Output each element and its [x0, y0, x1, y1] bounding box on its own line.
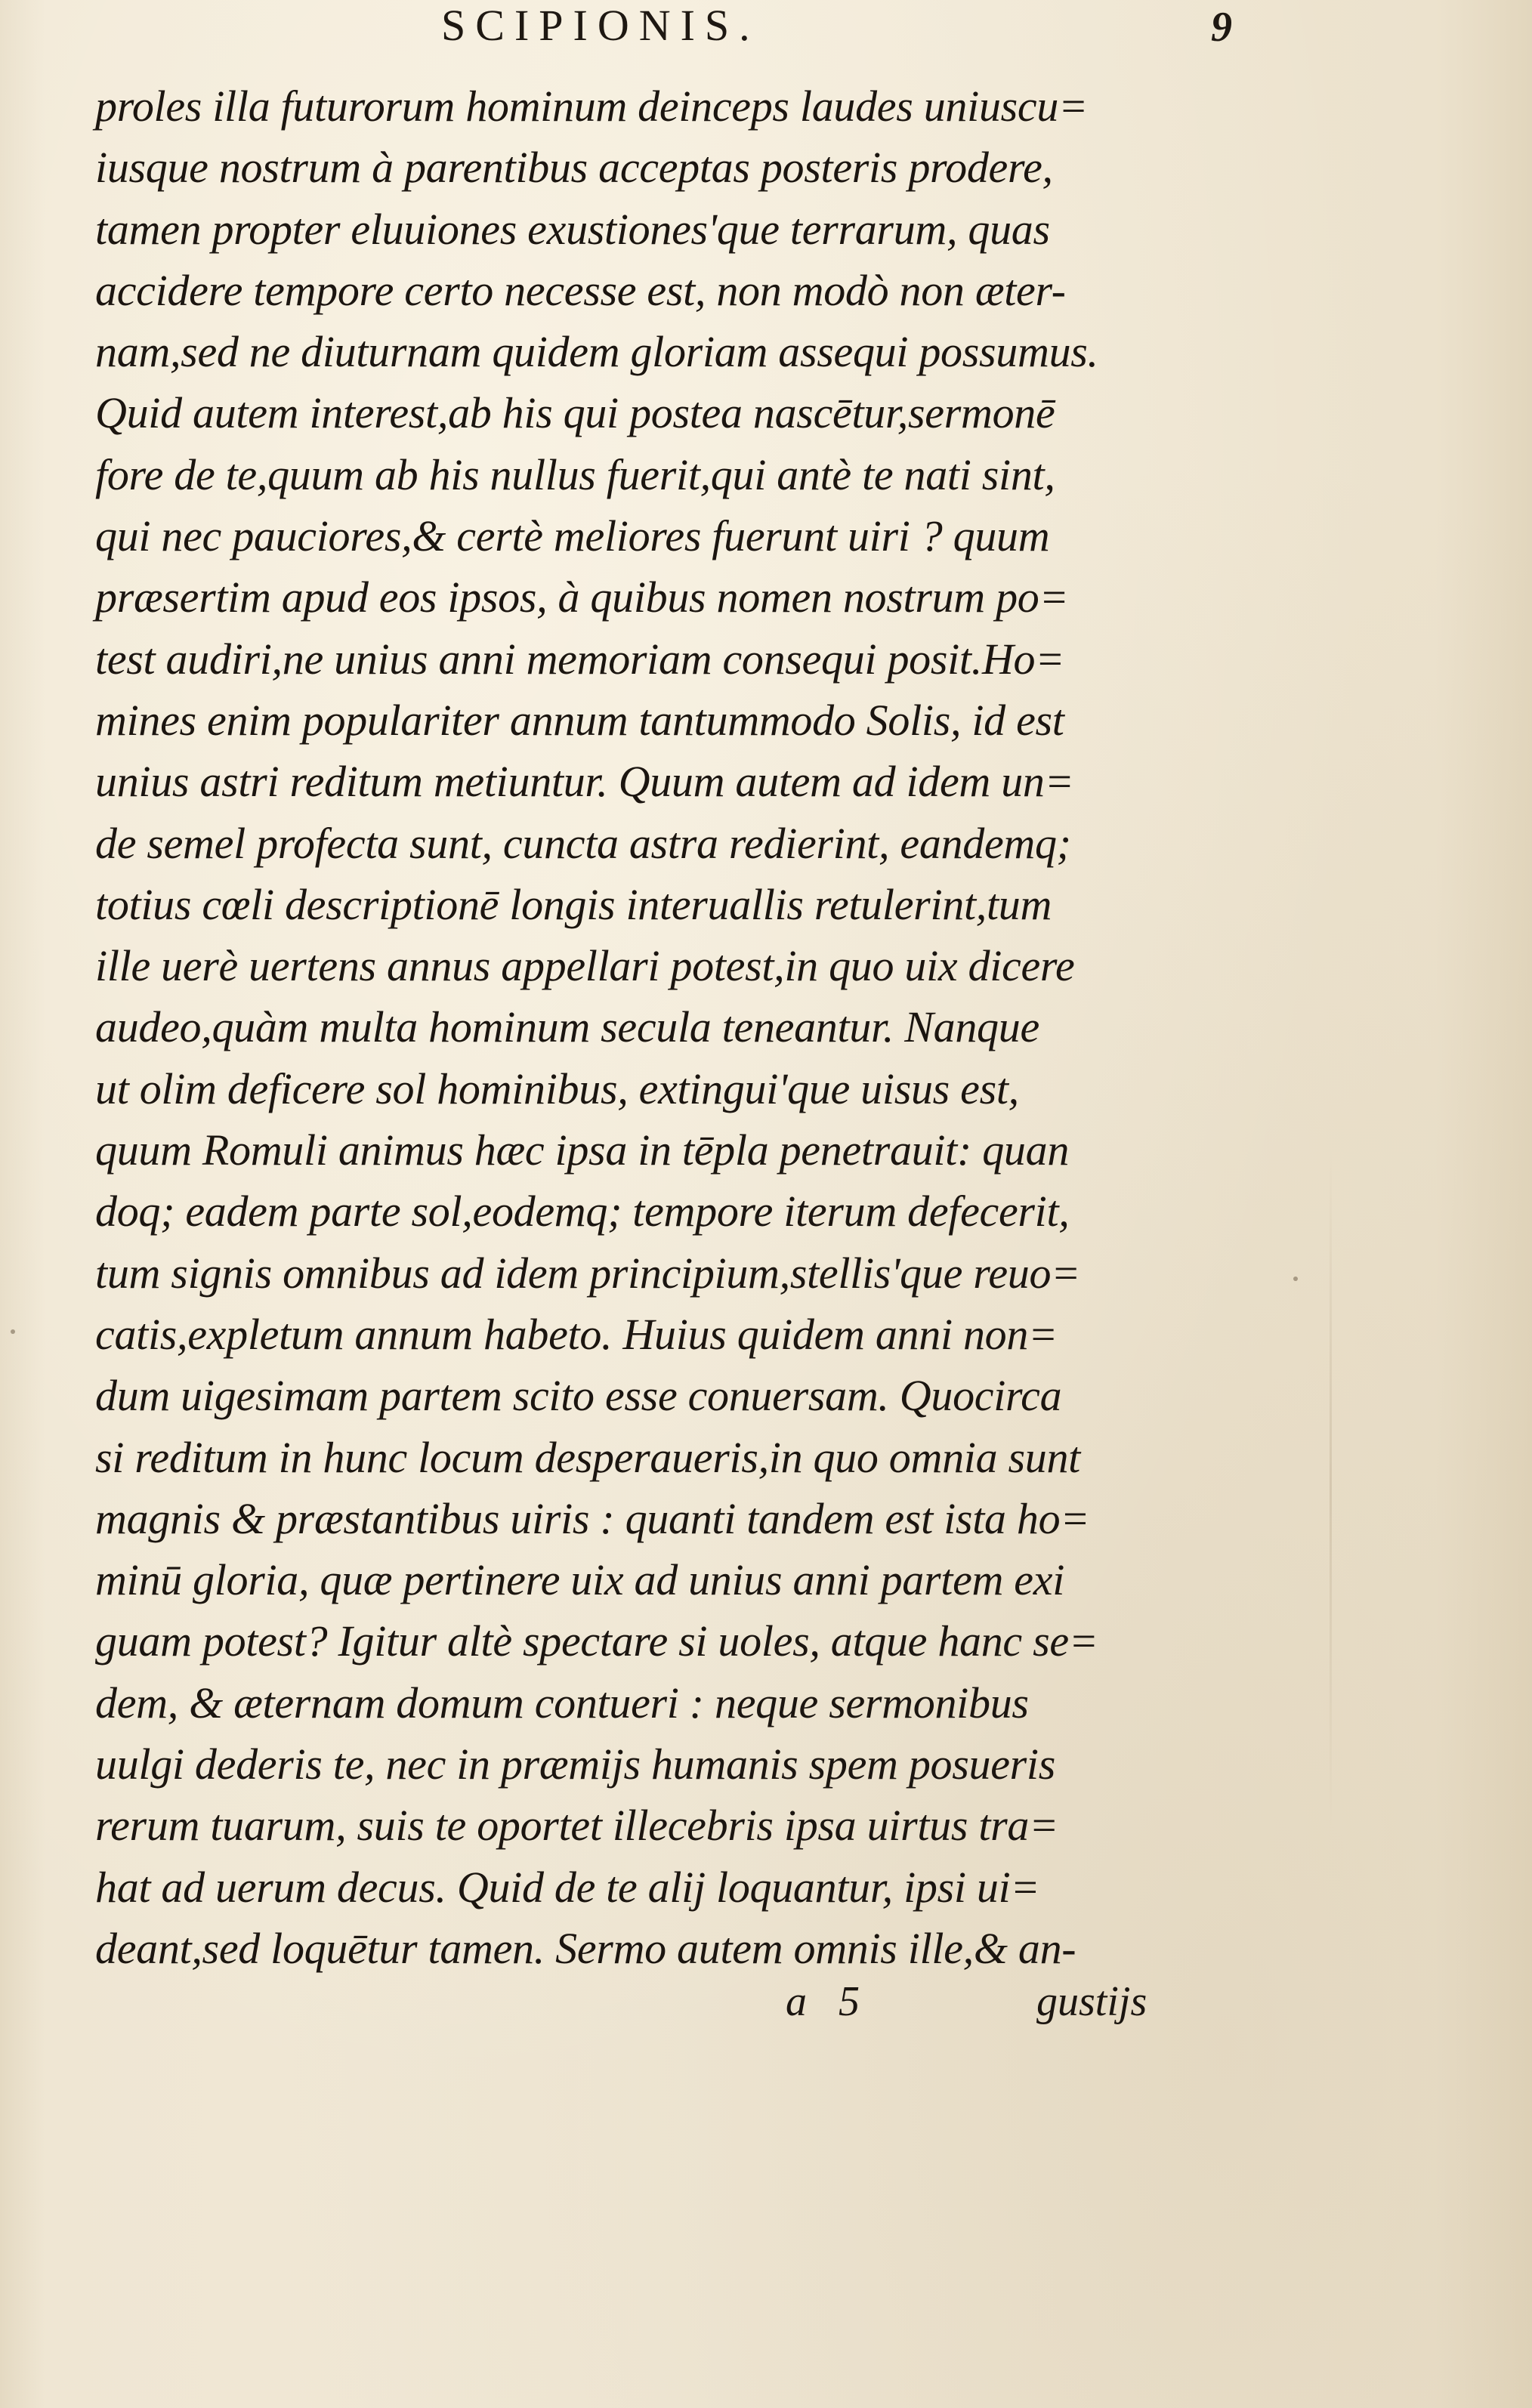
text-line: ut olim deficere sol hominibus, extingui'que uisus est, — [95, 1064, 1019, 1113]
page-footer — [0, 1975, 1532, 2028]
catchword: gustijs — [1036, 1978, 1147, 2025]
text-line: minū gloria, quæ pertinere uix ad unius anni partem exi — [95, 1555, 1065, 1605]
text-line: tum signis omnibus ad idem principium,stellis'que reuo= — [95, 1248, 1081, 1298]
paper-speck — [11, 1329, 15, 1334]
text-line: ille uerè uertens annus appellari potest,in quo uix dicere — [95, 941, 1075, 991]
text-line: fore de te,quum ab his nullus fuerit,qui antè te nati sint, — [95, 449, 1055, 499]
text-line: dem, & æternam domum contueri : neque sermonibus — [95, 1678, 1029, 1727]
signature-mark: a 5 — [786, 1978, 860, 2025]
text-line: qui nec pauciores,& certè meliores fuerunt uiri ? quum — [95, 511, 1050, 561]
paper-speck — [1293, 1277, 1298, 1281]
page-header — [0, 0, 1532, 60]
text-line: catis,expletum annum habeto. Huius quidem anni non= — [95, 1309, 1058, 1359]
text-line: dum uigesimam partem scito esse conuersam. Quocirca — [95, 1371, 1062, 1421]
text-line: magnis & præstantibus uiris : quanti tandem est ista ho= — [95, 1493, 1090, 1543]
text-line: hat ad uerum decus. Quid de te alij loquantur, ipsi ui= — [95, 1862, 1040, 1912]
text-line: rerum tuarum, suis te oportet illecebris ipsa uirtus tra= — [95, 1801, 1058, 1851]
text-line: si reditum in hunc locum desperaueris,in quo omnia sunt — [95, 1432, 1080, 1482]
text-line: unius astri reditum metiuntur. Quum autem ad idem un= — [95, 757, 1074, 807]
text-line: Quid autem interest,ab his qui postea nascētur,sermonē — [95, 388, 1055, 438]
text-line: totius cœli descriptionē longis interuallis retulerint,tum — [95, 879, 1052, 929]
text-line: quum Romuli animus hæc ipsa in tēpla penetrauit: quan — [95, 1125, 1070, 1175]
text-line: guam potest? Igitur altè spectare si uoles, atque hanc se= — [95, 1616, 1098, 1666]
paper-crease — [1330, 1148, 1332, 1828]
text-line: mines enim populariter annum tantummodo Solis, id est — [95, 695, 1064, 745]
text-line: test audiri,ne unius anni memoriam consequi posit.Ho= — [95, 634, 1065, 684]
text-line: proles illa futurorum hominum deinceps laudes uniuscu= — [95, 82, 1088, 131]
text-line: uulgi dederis te, nec in præmijs humanis spem posueris — [95, 1740, 1056, 1789]
text-line: de semel profecta sunt, cuncta astra redierint, eandemq; — [95, 818, 1071, 868]
running-head: SCIPIONIS. — [441, 1, 760, 50]
text-line: tamen propter eluuiones exustiones'que terrarum, quas — [95, 204, 1050, 254]
body-text — [95, 76, 1183, 1979]
text-line: accidere tempore certo necesse est, non modò non æter- — [95, 265, 1066, 315]
text-line: præsertim apud eos ipsos, à quibus nomen nostrum po= — [95, 573, 1069, 622]
text-line: audeo,quàm multa hominum secula teneantur. Nanque — [95, 1002, 1039, 1052]
text-line: deant,sed loquētur tamen. Sermo autem omnis ille,& an- — [95, 1923, 1076, 1973]
text-line: nam,sed ne diuturnam quidem gloriam assequi possumus. — [95, 327, 1098, 377]
text-line: doq; eadem parte sol,eodemq; tempore iterum defecerit, — [95, 1187, 1070, 1236]
text-line: iusque nostrum à parentibus acceptas posteris prodere, — [95, 143, 1053, 193]
page-number: 9 — [1211, 4, 1232, 51]
